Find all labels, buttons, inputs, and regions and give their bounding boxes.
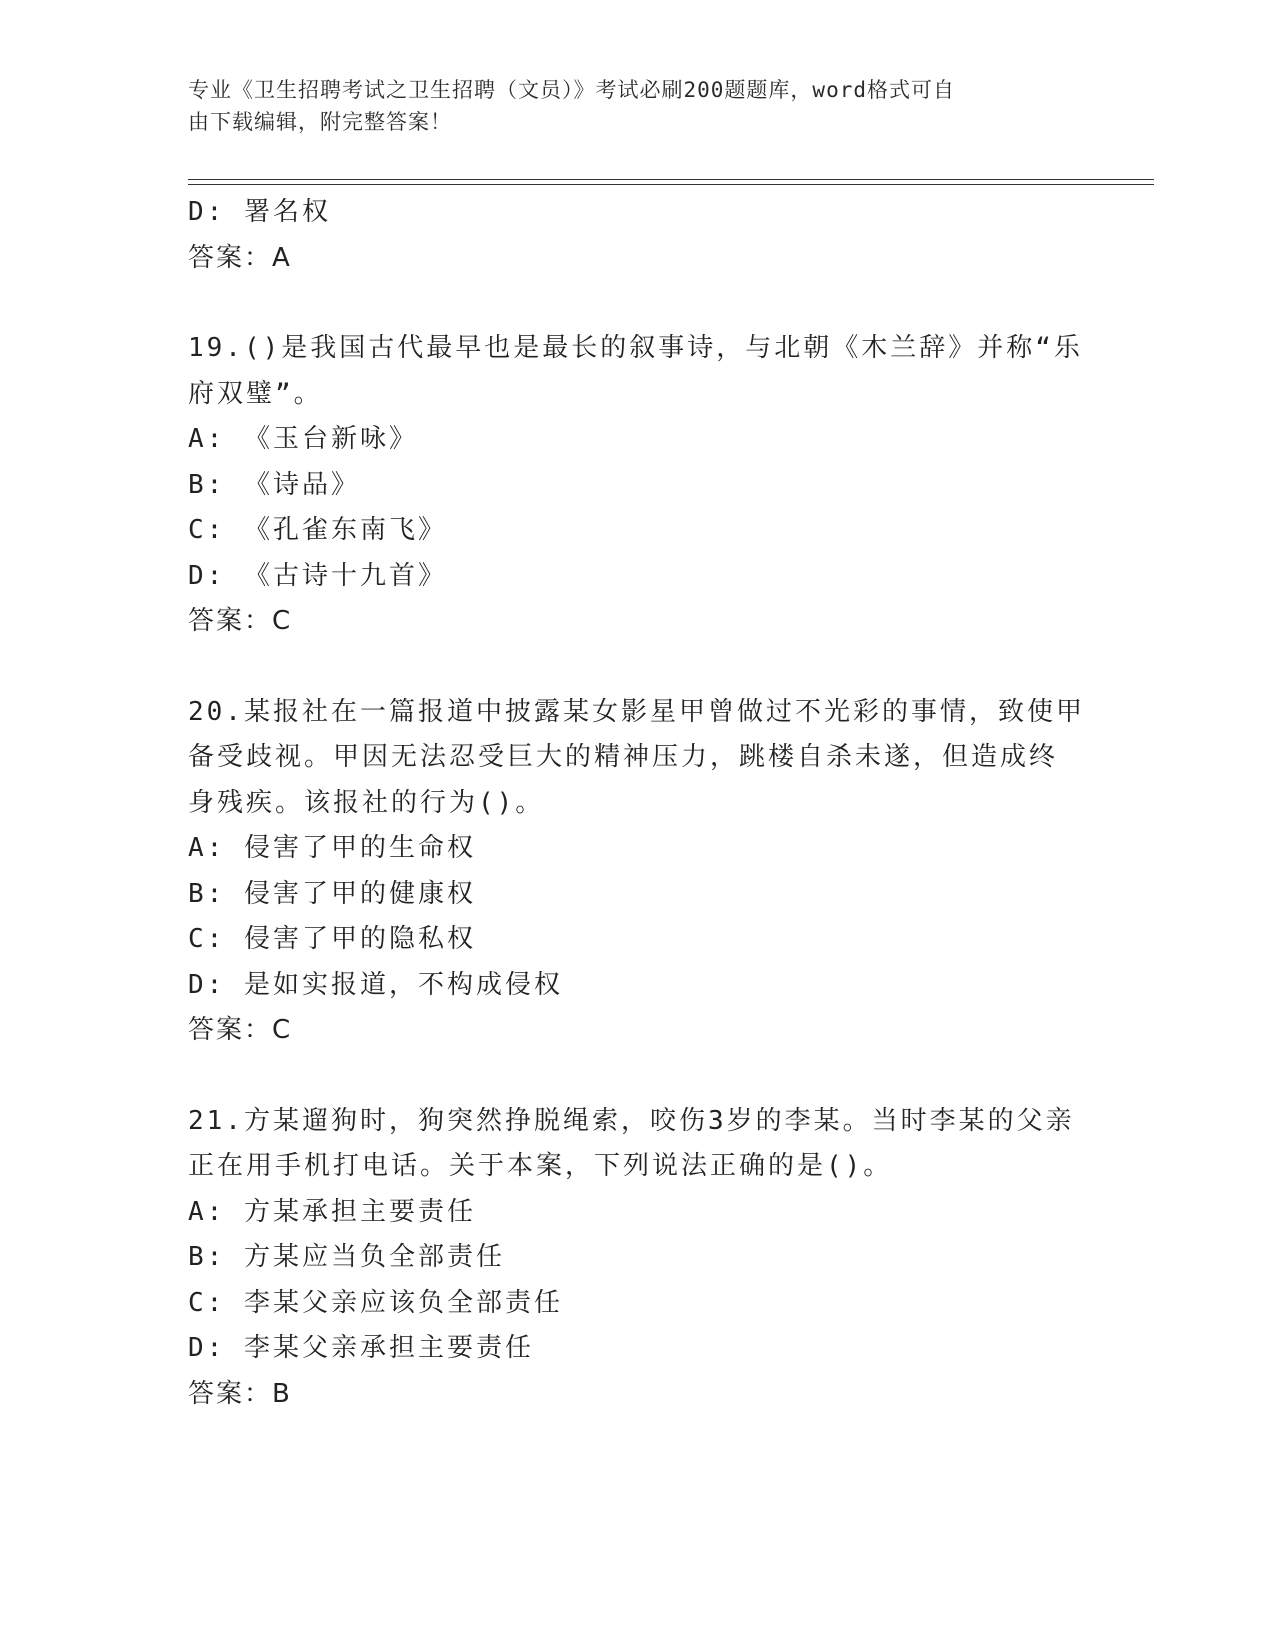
question-stem: 备受歧视。甲因无法忍受巨大的精神压力，跳楼自杀未遂，但造成终 bbox=[188, 742, 1059, 772]
option-d: D: 李某父亲承担主要责任 bbox=[188, 1333, 534, 1363]
question-20 bbox=[188, 690, 1088, 1054]
question-21 bbox=[188, 1099, 1088, 1418]
question-stem: 身残疾。该报社的行为()。 bbox=[188, 787, 545, 818]
option-c: C: 《孔雀东南飞》 bbox=[188, 515, 447, 545]
option-a: A: 侵害了甲的生命权 bbox=[188, 833, 476, 863]
question-stem: 正在用手机打电话。关于本案，下列说法正确的是()。 bbox=[188, 1151, 893, 1181]
answer-line: 答案：C bbox=[188, 606, 293, 636]
question-list bbox=[188, 190, 1088, 1417]
option-a: A: 方某承担主要责任 bbox=[188, 1196, 476, 1227]
answer-line: 答案：A bbox=[188, 242, 292, 273]
question-stem: 20.某报社在一篇报道中披露某女影星甲曾做过不光彩的事情，致使甲 bbox=[188, 696, 1085, 727]
option-c: C: 李某父亲应该负全部责任 bbox=[188, 1287, 563, 1318]
header-double-rule bbox=[188, 179, 1154, 185]
previous-question-tail bbox=[188, 190, 1088, 281]
option-d: D: 署名权 bbox=[188, 197, 331, 227]
answer-line: 答案：C bbox=[188, 1015, 293, 1045]
option-a: A: 《玉台新咏》 bbox=[188, 424, 418, 454]
question-stem: 21.方某遛狗时，狗突然挣脱绳索，咬伤3岁的李某。当时李某的父亲 bbox=[188, 1105, 1075, 1136]
option-d: D: 《古诗十九首》 bbox=[188, 560, 447, 591]
answer-line: 答案：B bbox=[188, 1378, 292, 1409]
question-spacer bbox=[188, 281, 1088, 326]
option-b: B: 侵害了甲的健康权 bbox=[188, 878, 476, 909]
question-stem: 府双璧”。 bbox=[188, 378, 323, 409]
option-b: B: 方某应当负全部责任 bbox=[188, 1242, 505, 1272]
option-b: B: 《诗品》 bbox=[188, 469, 360, 500]
question-spacer bbox=[188, 645, 1088, 690]
header-line-1: 专业《卫生招聘考试之卫生招聘（文员）》考试必刷200题题库，word格式可自 bbox=[188, 78, 955, 102]
document-header bbox=[188, 74, 1068, 138]
header-line-2: 由下载编辑，附完整答案！ bbox=[188, 110, 452, 134]
question-19 bbox=[188, 326, 1088, 645]
option-c: C: 侵害了甲的隐私权 bbox=[188, 924, 476, 954]
option-d: D: 是如实报道，不构成侵权 bbox=[188, 969, 563, 1000]
question-stem: 19.()是我国古代最早也是最长的叙事诗，与北朝《木兰辞》并称“乐 bbox=[188, 333, 1083, 363]
question-spacer bbox=[188, 1054, 1088, 1099]
